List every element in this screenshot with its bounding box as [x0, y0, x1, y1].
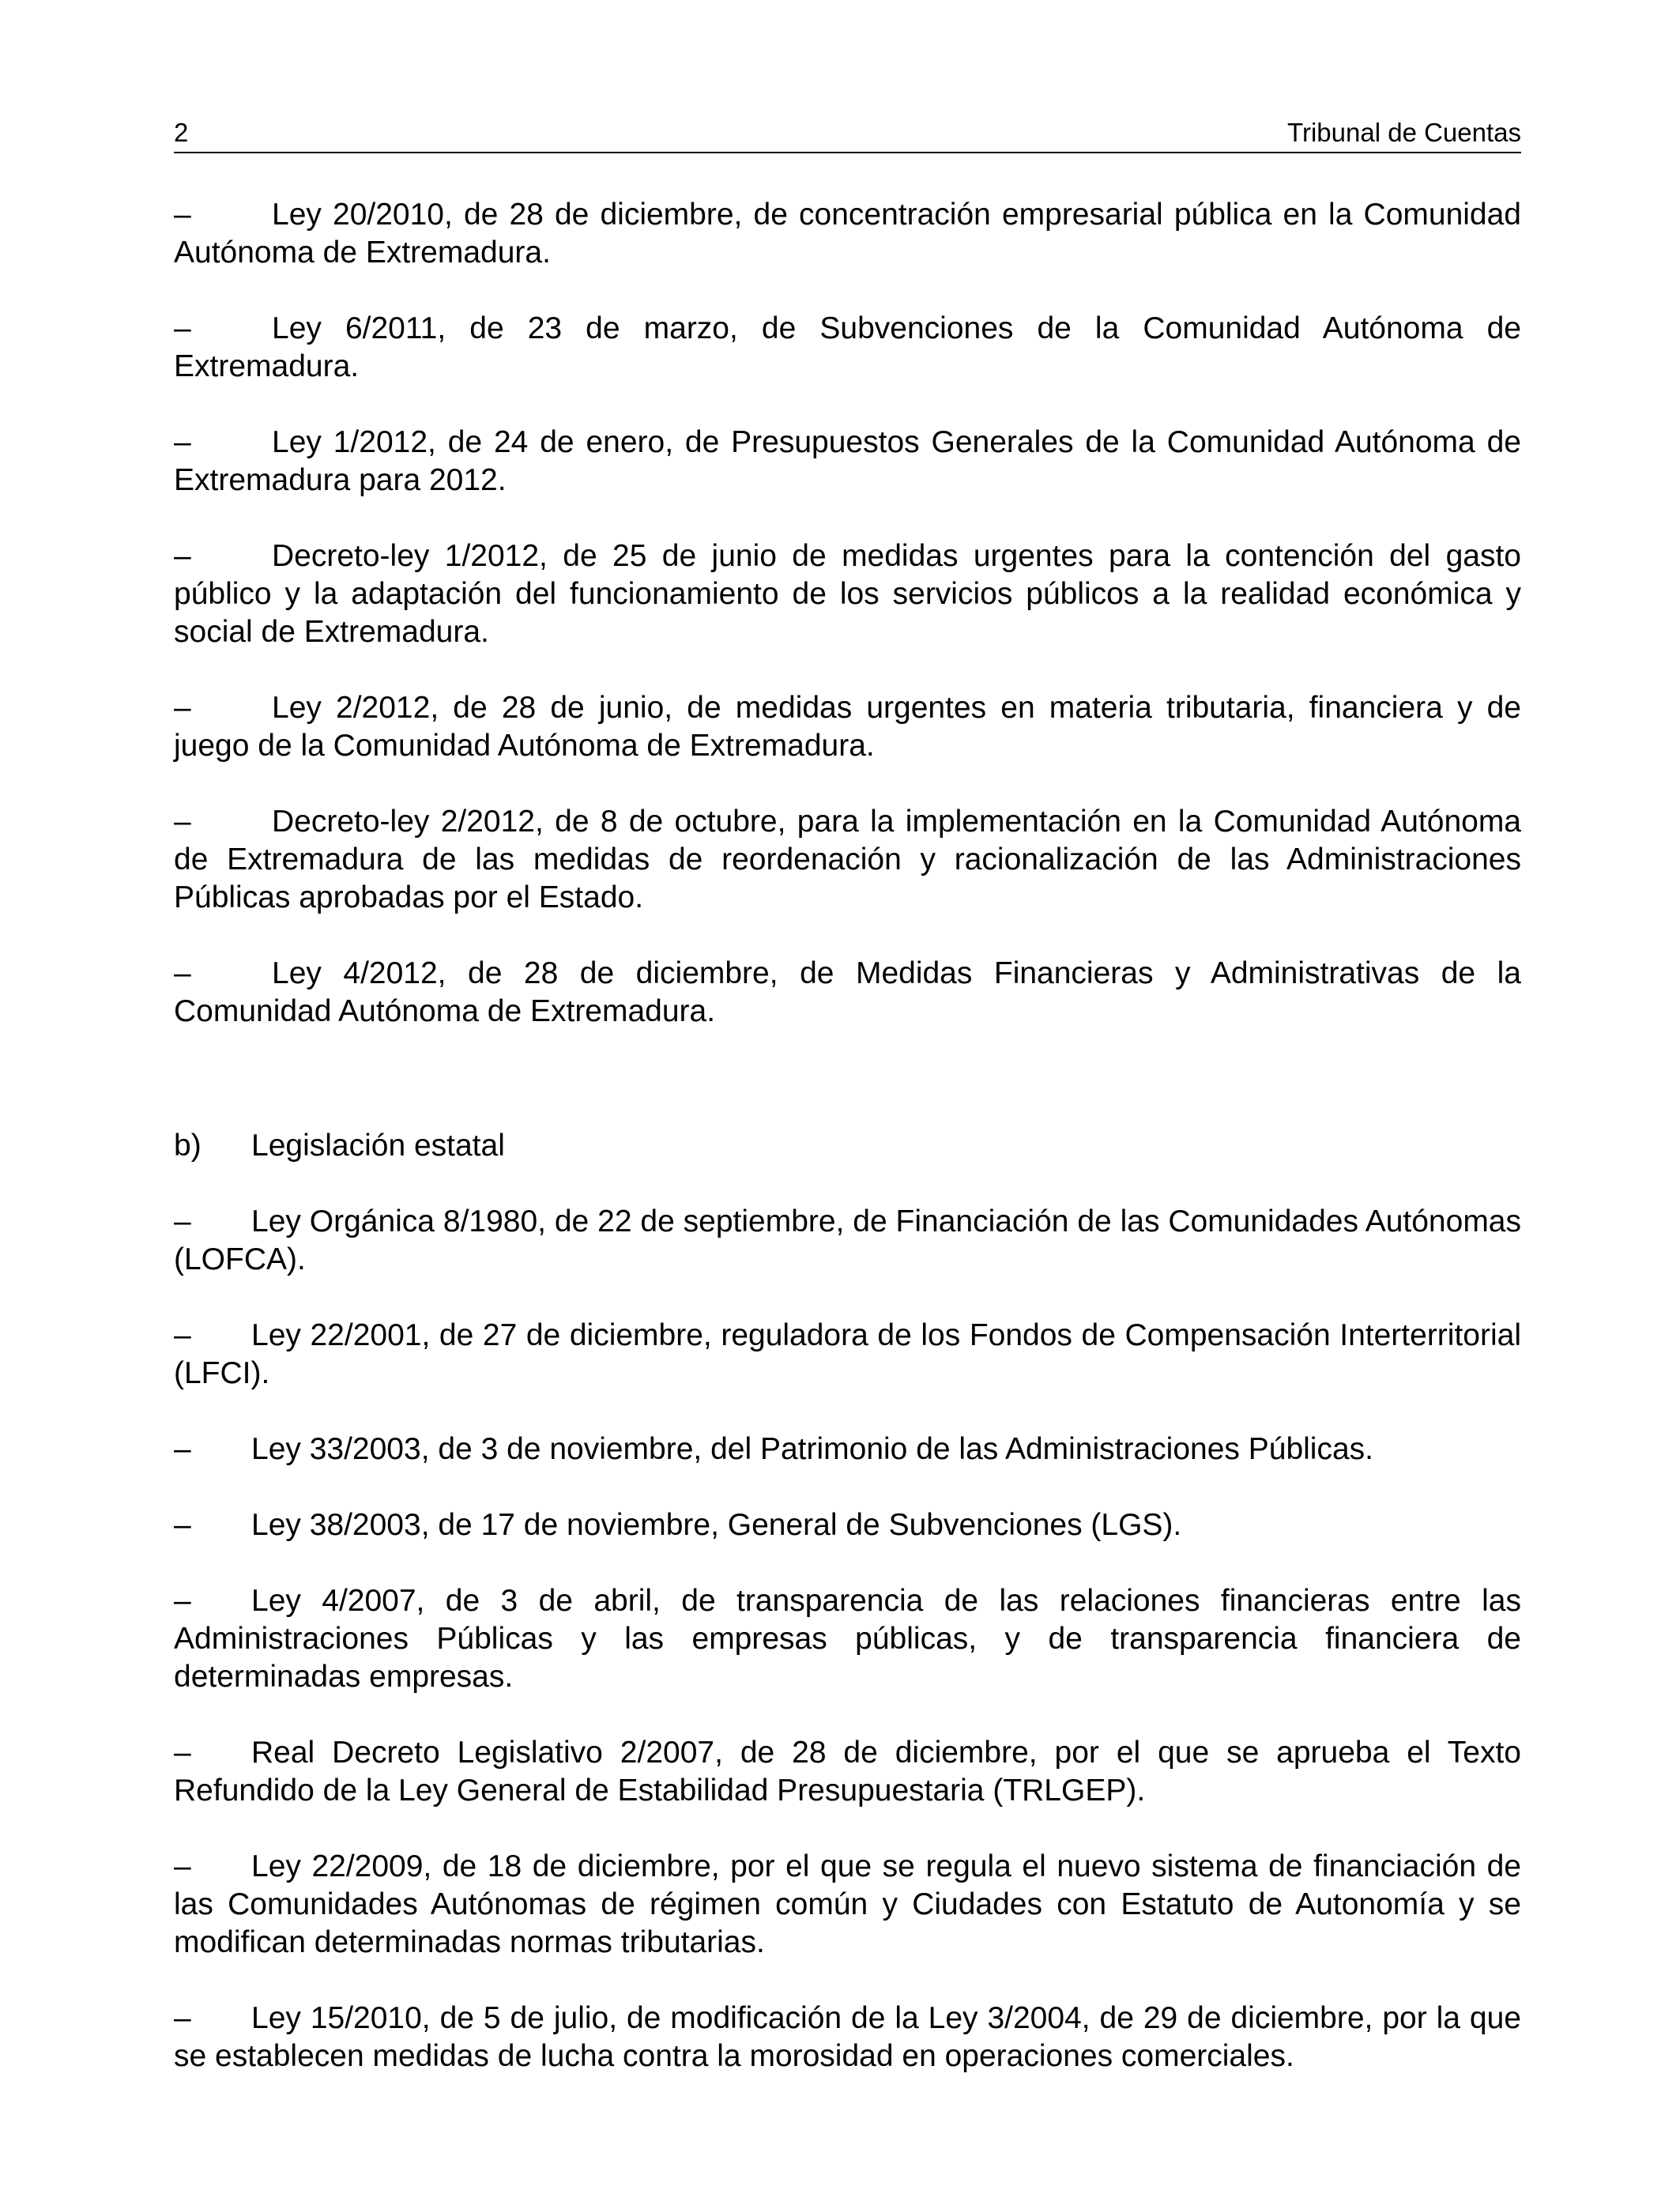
list-item: – Ley 6/2011, de 23 de marzo, de Subvenciones de la Comunidad Autónoma de Extremadura.: [174, 311, 1521, 383]
dash-bullet: –: [174, 805, 191, 839]
list-item: – Ley 1/2012, de 24 de enero, de Presupuestos Generales de la Comunidad Autónoma de Extremadura para 2012.: [174, 425, 1521, 497]
page-header: [174, 117, 1521, 153]
list-item: – Ley Orgánica 8/1980, de 22 de septiembre, de Financiación de las Comunidades Autónomas (LOFCA).: [174, 1204, 1521, 1276]
list-item: – Ley 38/2003, de 17 de noviembre, General de Subvenciones (LGS).: [174, 1506, 1521, 1544]
dash-bullet: –: [174, 1736, 191, 1770]
list-item: – Decreto-ley 1/2012, de 25 de junio de medidas urgentes para la contención del gasto público y la adaptación del funcionamiento de los servicios públicos a la realidad económica y social de Extremadura.: [174, 539, 1521, 649]
list-item: – Ley 15/2010, de 5 de julio, de modificación de la Ley 3/2004, de 29 de diciembre, por la que se establecen medidas de lucha contra la morosidad en operaciones comerciales.: [174, 2001, 1521, 2073]
list-item: – Ley 20/2010, de 28 de diciembre, de concentración empresarial pública en la Comunidad Autónoma de Extremadura.: [174, 198, 1521, 270]
dash-bullet: –: [174, 1318, 191, 1352]
list-item: – Ley 22/2009, de 18 de diciembre, por el que se regula el nuevo sistema de financiación de las Comunidades Autónomas de régimen común y Ciudades con Estatuto de Autonomía y se modifican determinadas normas tributarias.: [174, 1849, 1521, 1959]
list-item: – Ley 22/2001, de 27 de diciembre, reguladora de los Fondos de Compensación Interterritorial (LFCI).: [174, 1318, 1521, 1390]
list-item: – Real Decreto Legislativo 2/2007, de 28 de diciembre, por el que se aprueba el Texto Refundido de la Ley General de Estabilidad Presupuestaria (TRLGEP).: [174, 1736, 1521, 1808]
document-body: [174, 196, 1521, 2113]
dash-bullet: –: [174, 2001, 191, 2035]
dash-bullet: –: [174, 1508, 191, 1542]
section-letter: b): [174, 1129, 202, 1163]
list-item: – Decreto-ley 2/2012, de 8 de octubre, para la implementación en la Comunidad Autónoma de Extremadura de las medidas de reordenación y racionalización de las Administraciones Públicas aprobadas por el Estado.: [174, 805, 1521, 914]
state-legislation-list: [174, 1203, 1521, 2075]
page-number: 2: [174, 118, 189, 147]
list-item: – Ley 33/2003, de 3 de noviembre, del Patrimonio de las Administraciones Públicas.: [174, 1431, 1521, 1468]
dash-bullet: –: [174, 1204, 191, 1238]
list-item: – Ley 4/2007, de 3 de abril, de transparencia de las relaciones financieras entre las Administraciones Públicas y las empresas públicas, y de transparencia financiera de determinadas empresas.: [174, 1584, 1521, 1694]
dash-bullet: –: [174, 691, 191, 725]
dash-bullet: –: [174, 311, 191, 345]
document-page: [174, 0, 1521, 2194]
dash-bullet: –: [174, 1584, 191, 1618]
section-heading: [174, 1127, 1521, 1165]
dash-bullet: –: [174, 198, 191, 232]
dash-bullet: –: [174, 425, 191, 459]
header-organization: Tribunal de Cuentas: [1287, 118, 1521, 147]
regional-legislation-list: [174, 196, 1521, 1031]
list-item: – Ley 2/2012, de 28 de junio, de medidas urgentes en materia tributaria, financiera y de juego de la Comunidad Autónoma de Extremadura.: [174, 691, 1521, 763]
dash-bullet: –: [174, 539, 191, 573]
dash-bullet: –: [174, 1849, 191, 1883]
list-item: – Ley 4/2012, de 28 de diciembre, de Medidas Financieras y Administrativas de la Comunidad Autónoma de Extremadura.: [174, 956, 1521, 1028]
dash-bullet: –: [174, 956, 191, 990]
section-title: Legislación estatal: [251, 1129, 505, 1163]
dash-bullet: –: [174, 1432, 191, 1466]
